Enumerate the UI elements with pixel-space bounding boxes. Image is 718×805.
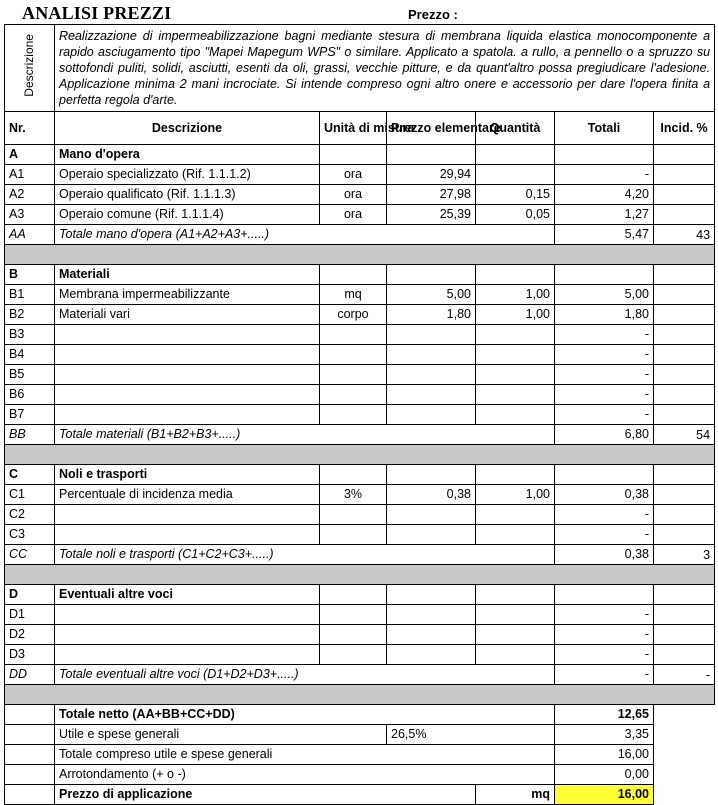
row-number: C1 <box>5 485 55 505</box>
row-incidence <box>654 205 715 225</box>
row-unit <box>320 605 387 625</box>
row-description <box>55 345 320 365</box>
row-price <box>387 525 476 545</box>
row-price <box>387 405 476 425</box>
table-row <box>5 645 715 665</box>
row-quantity <box>476 645 555 665</box>
table-row <box>5 365 715 385</box>
empty-cell <box>476 465 555 485</box>
row-number: D1 <box>5 605 55 625</box>
table-row <box>5 165 715 185</box>
row-total: - <box>555 505 654 525</box>
empty-cell <box>5 745 55 765</box>
table-row <box>5 285 715 305</box>
section-total-value: 5,47 <box>555 225 654 245</box>
row-total: - <box>555 385 654 405</box>
row-description <box>55 405 320 425</box>
row-unit: ora <box>320 165 387 185</box>
section-title: Mano d'opera <box>55 145 320 165</box>
row-incidence <box>654 185 715 205</box>
total-incl-row <box>5 745 715 765</box>
row-description: Operaio qualificato (Rif. 1.1.1.3) <box>55 185 320 205</box>
table-row <box>5 405 715 425</box>
section-total-value: 0,38 <box>555 545 654 565</box>
row-price: 0,38 <box>387 485 476 505</box>
row-number: A1 <box>5 165 55 185</box>
final-price-label: Prezzo di applicazione <box>55 785 476 805</box>
row-number: B2 <box>5 305 55 325</box>
empty-cell <box>654 145 715 165</box>
page-title: ANALISI PREZZI <box>22 3 172 23</box>
section-total-value: 6,80 <box>555 425 654 445</box>
profit-percentage: 26,5% <box>387 725 555 745</box>
row-number: A2 <box>5 185 55 205</box>
section-separator <box>5 445 715 465</box>
row-quantity <box>476 325 555 345</box>
row-total: - <box>555 525 654 545</box>
row-number: B6 <box>5 385 55 405</box>
row-unit <box>320 645 387 665</box>
total-incl-value: 16,00 <box>555 745 654 765</box>
row-incidence <box>654 365 715 385</box>
section-separator <box>5 685 715 705</box>
row-incidence <box>654 385 715 405</box>
rounding-value: 0,00 <box>555 765 654 785</box>
table-row <box>5 485 715 505</box>
row-unit <box>320 345 387 365</box>
row-quantity: 0,05 <box>476 205 555 225</box>
separator-bar <box>5 445 715 465</box>
analysis-table <box>4 24 715 805</box>
row-quantity <box>476 605 555 625</box>
col-header-unita: Unità di misura <box>320 112 387 145</box>
row-price <box>387 385 476 405</box>
row-quantity: 1,00 <box>476 305 555 325</box>
row-description <box>55 605 320 625</box>
empty-cell <box>320 465 387 485</box>
section-total-label: Totale eventuali altre voci (D1+D2+D3+.....) <box>55 665 555 685</box>
row-quantity: 1,00 <box>476 485 555 505</box>
profit-value: 3,35 <box>555 725 654 745</box>
empty-cell <box>5 705 55 725</box>
row-price <box>387 345 476 365</box>
row-incidence <box>654 345 715 365</box>
net-total-label: Totale netto (AA+BB+CC+DD) <box>55 705 555 725</box>
row-total: 5,00 <box>555 285 654 305</box>
description-text: Realizzazione di impermeabilizzazione bagni mediante stesura di membrana liquida elastica monocomponente a rapido asciugamento tipo "Mapei Mapegum WPS" o similare. Applicato a spatola. a rullo, a pennello o a spruzzo su sottofondi puliti, solidi, asciutti, esenti da oli, grassi, vecchie pitture, e da quant'altro possa pregiudicare l'adesione. Applicazione minima 2 mani incrociate. Si intende compreso ogni altro onere e accessorio per dare l'opera finita a perfetta regola d'arte. <box>55 25 715 112</box>
empty-cell <box>476 265 555 285</box>
net-total-value: 12,65 <box>555 705 654 725</box>
col-header-totali: Totali <box>555 112 654 145</box>
row-description <box>55 625 320 645</box>
section-code: B <box>5 265 55 285</box>
row-description: Materiali vari <box>55 305 320 325</box>
row-total: - <box>555 645 654 665</box>
empty-cell <box>387 265 476 285</box>
section-incidence: 54 <box>654 425 715 445</box>
section-code: A <box>5 145 55 165</box>
section-total-label: Totale noli e trasporti (C1+C2+C3+.....) <box>55 545 555 565</box>
row-description <box>55 365 320 385</box>
empty-cell <box>654 585 715 605</box>
table-row <box>5 305 715 325</box>
row-description <box>55 385 320 405</box>
row-quantity: 1,00 <box>476 285 555 305</box>
row-price: 1,80 <box>387 305 476 325</box>
empty-cell <box>387 145 476 165</box>
empty-cell <box>476 145 555 165</box>
row-unit: corpo <box>320 305 387 325</box>
row-description <box>55 505 320 525</box>
section-total-code: AA <box>5 225 55 245</box>
row-total: 1,27 <box>555 205 654 225</box>
row-total: - <box>555 625 654 645</box>
col-header-nr: Nr. <box>5 112 55 145</box>
table-row <box>5 345 715 365</box>
row-unit <box>320 625 387 645</box>
total-incl-label: Totale compreso utile e spese generali <box>55 745 555 765</box>
row-total: 4,20 <box>555 185 654 205</box>
table-row <box>5 525 715 545</box>
row-price <box>387 605 476 625</box>
row-total: 1,80 <box>555 305 654 325</box>
section-incidence: 3 <box>654 545 715 565</box>
description-side-label: Descrizione <box>22 34 36 97</box>
section-code: D <box>5 585 55 605</box>
rounding-row <box>5 765 715 785</box>
section-total-value: - <box>555 665 654 685</box>
separator-bar <box>5 685 715 705</box>
table-row <box>5 325 715 345</box>
row-number: D2 <box>5 625 55 645</box>
row-number: D3 <box>5 645 55 665</box>
row-incidence <box>654 485 715 505</box>
empty-cell <box>320 585 387 605</box>
row-price: 25,39 <box>387 205 476 225</box>
row-description: Membrana impermeabilizzante <box>55 285 320 305</box>
row-incidence <box>654 645 715 665</box>
section-incidence: 43 <box>654 225 715 245</box>
row-description <box>55 325 320 345</box>
row-description <box>55 645 320 665</box>
final-price-value: 16,00 <box>555 785 654 805</box>
section-title: Materiali <box>55 265 320 285</box>
section-total-code: CC <box>5 545 55 565</box>
rounding-label: Arrotondamento (+ o -) <box>55 765 555 785</box>
row-unit <box>320 505 387 525</box>
table-row <box>5 385 715 405</box>
net-total-row <box>5 705 715 725</box>
row-total: - <box>555 405 654 425</box>
row-price <box>387 625 476 645</box>
separator-bar <box>5 565 715 585</box>
row-quantity <box>476 505 555 525</box>
row-quantity <box>476 345 555 365</box>
table-row <box>5 605 715 625</box>
row-price: 29,94 <box>387 165 476 185</box>
row-incidence <box>654 285 715 305</box>
row-description: Percentuale di incidenza media <box>55 485 320 505</box>
empty-cell <box>320 145 387 165</box>
row-quantity <box>476 365 555 385</box>
row-quantity <box>476 385 555 405</box>
empty-cell <box>555 585 654 605</box>
empty-cell <box>320 265 387 285</box>
row-number: B5 <box>5 365 55 385</box>
final-price-row <box>5 785 715 805</box>
header <box>4 2 654 24</box>
row-number: B4 <box>5 345 55 365</box>
empty-cell <box>5 785 55 805</box>
row-unit <box>320 405 387 425</box>
row-unit: mq <box>320 285 387 305</box>
empty-cell <box>476 585 555 605</box>
col-header-incidenza: Incid. % <box>654 112 715 145</box>
row-unit <box>320 365 387 385</box>
section-header-row <box>5 585 715 605</box>
row-description: Operaio comune (Rif. 1.1.1.4) <box>55 205 320 225</box>
section-separator <box>5 565 715 585</box>
section-total-code: DD <box>5 665 55 685</box>
empty-cell <box>5 765 55 785</box>
profit-label: Utile e spese generali <box>55 725 387 745</box>
row-description <box>55 525 320 545</box>
row-quantity <box>476 165 555 185</box>
empty-cell <box>387 585 476 605</box>
table-row <box>5 205 715 225</box>
section-title: Eventuali altre voci <box>55 585 320 605</box>
row-total: - <box>555 605 654 625</box>
row-unit: ora <box>320 185 387 205</box>
row-incidence <box>654 525 715 545</box>
row-total: - <box>555 165 654 185</box>
table-row <box>5 505 715 525</box>
price-label: Prezzo : <box>408 7 458 22</box>
section-title: Noli e trasporti <box>55 465 320 485</box>
row-number: A3 <box>5 205 55 225</box>
row-incidence <box>654 405 715 425</box>
empty-cell <box>654 265 715 285</box>
row-description: Operaio specializzato (Rif. 1.1.1.2) <box>55 165 320 185</box>
section-total-label: Totale materiali (B1+B2+B3+.....) <box>55 425 555 445</box>
empty-cell <box>5 725 55 745</box>
table-row <box>5 185 715 205</box>
col-header-prezzo: Prezzo elementare <box>387 112 476 145</box>
row-incidence <box>654 165 715 185</box>
section-total-row <box>5 425 715 445</box>
row-quantity: 0,15 <box>476 185 555 205</box>
row-price <box>387 365 476 385</box>
row-quantity <box>476 405 555 425</box>
section-total-code: BB <box>5 425 55 445</box>
separator-bar <box>5 245 715 265</box>
col-header-quantita: Quantità <box>476 112 555 145</box>
row-number: B3 <box>5 325 55 345</box>
description-row <box>5 25 715 112</box>
row-price: 27,98 <box>387 185 476 205</box>
row-incidence <box>654 305 715 325</box>
empty-cell <box>387 465 476 485</box>
row-incidence <box>654 605 715 625</box>
profit-row <box>5 725 715 745</box>
row-incidence <box>654 625 715 645</box>
row-price <box>387 645 476 665</box>
empty-cell <box>555 465 654 485</box>
row-number: B7 <box>5 405 55 425</box>
row-total: - <box>555 325 654 345</box>
section-code: C <box>5 465 55 485</box>
row-total: - <box>555 365 654 385</box>
row-unit <box>320 325 387 345</box>
row-unit <box>320 525 387 545</box>
row-number: C3 <box>5 525 55 545</box>
row-unit: 3% <box>320 485 387 505</box>
row-unit <box>320 385 387 405</box>
row-total: - <box>555 345 654 365</box>
empty-cell <box>654 465 715 485</box>
section-incidence: - <box>654 665 715 685</box>
row-quantity <box>476 525 555 545</box>
section-header-row <box>5 265 715 285</box>
row-number: C2 <box>5 505 55 525</box>
section-separator <box>5 245 715 265</box>
row-unit: ora <box>320 205 387 225</box>
row-incidence <box>654 325 715 345</box>
section-total-row <box>5 665 715 685</box>
table-row <box>5 625 715 645</box>
column-header-row <box>5 112 715 145</box>
row-quantity <box>476 625 555 645</box>
section-header-row <box>5 145 715 165</box>
section-total-label: Totale mano d'opera (A1+A2+A3+.....) <box>55 225 555 245</box>
final-price-unit: mq <box>476 785 555 805</box>
row-price <box>387 505 476 525</box>
section-total-row <box>5 225 715 245</box>
section-total-row <box>5 545 715 565</box>
section-header-row <box>5 465 715 485</box>
empty-cell <box>555 265 654 285</box>
row-total: 0,38 <box>555 485 654 505</box>
row-price: 5,00 <box>387 285 476 305</box>
col-header-descrizione: Descrizione <box>55 112 320 145</box>
row-number: B1 <box>5 285 55 305</box>
empty-cell <box>555 145 654 165</box>
row-price <box>387 325 476 345</box>
row-incidence <box>654 505 715 525</box>
